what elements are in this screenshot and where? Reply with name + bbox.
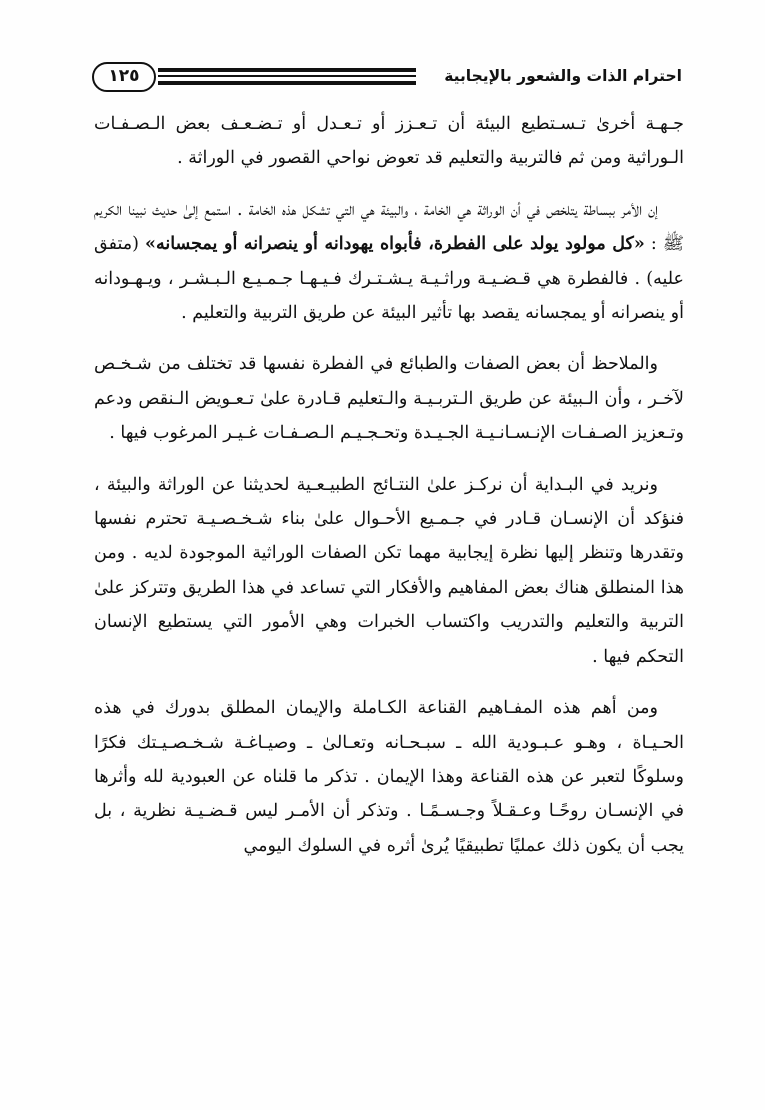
running-title: احترام الذات والشعور بالإيجابية (444, 67, 682, 85)
paragraph (94, 691, 684, 863)
paragraph-text: إن الأمر ببساطة يتلخص في أن الوراثة هي الخامة ، والبيئة هي التي تشكل هذه الخامة . استمع إلىٰ حديث نبينا الكريم ﷺ : (94, 199, 684, 255)
paragraph (94, 193, 684, 331)
paragraph (94, 468, 684, 674)
paragraph-text: (متفق عليه) . فالفطرة هي قـضـيـة وراثـيـة يـشـتـرك فـيـهـا جـمـيـع الـبـشـر ، ويـهـودانه أو ينصرانه أو يمجسانه يقصد بها تأثير البيئة عن طريق التربية والتعليم . (94, 234, 684, 324)
page-number: ١٢٥ (92, 62, 156, 92)
header-rule (158, 75, 416, 77)
paragraph-text: جـهـة أخرىٰ تـسـتطيع البيئة أن تـعـزز أو تـعـدل أو تـضـعـف بعض الـصـفـات الـوراثية ومن ثم فالتربية والتعليم قد تعوض نواحي القصور في الوراثة . (94, 114, 684, 169)
paragraph-text: والملاحظ أن بعض الصفات والطبائع في الفطرة نفسها قد تختلف من شـخـص لآخـر ، وأن الـبيئة عن طريق الـتربـيـة والـتعليم قـادرة علىٰ تـعـويض الـنقص ودعم وتـعزيز الصـفـات الإنـسـانـيـة الجـيـدة وتحـجـيـم الـصـفـات غـيـر المرغوب فيها . (94, 354, 684, 444)
running-header (92, 62, 682, 96)
paragraph (94, 107, 684, 176)
header-rule (158, 68, 416, 72)
header-rule (158, 81, 416, 85)
paragraph (94, 347, 684, 450)
paragraph-text: ونريد في البـداية أن نركـز علىٰ النتـائج الطبيـعـية لحديثنا عن الوراثة والبيئة ، فنؤكد أن الإنسـان قـادر في جـمـيع الأحـوال علىٰ بناء شـخـصـيـة تحترم نفسها وتقدرها وتنظر إليها نظرة إيجابية مهما تكن الصفات الوراثية الموجودة لديه . ومن هذا المنطلق هناك بعض المفاهيم والأفكار التي تساعد في هذا الطريق وتتركز علىٰ التربية والتعليم والتدريب واكتساب الخبرات وهي الأمور التي يستطيع الإنسان التحكم فيها . (94, 474, 684, 667)
body-text (94, 107, 684, 880)
paragraph-text: ومن أهم هذه المفـاهيم القناعة الكـاملة والإيمان المطلق بدورك في هذه الحـيـاة ، وهـو عـبـودية الله ـ سبـحـانه وتعـالىٰ ـ وصيـاغـة شـخـصـيـتك فكرًا وسلوكًا لتعبر عن هذه القناعة وهذا الإيمان . تذكر ما قلناه عن العبودية لله وأثرها في الإنسـان روحًـا وعـقـلاً وجـسـمًـا . وتذكر أن الأمـر ليس قـضـيـة نظرية ، بل يجب أن يكون ذلك عمليًا تطبيقيًا يُرىٰ أثره في السلوك اليومي (94, 698, 684, 856)
hadith-quote: «كل مولود يولد على الفطرة، فأبواه يهودانه أو ينصرانه أو يمجسانه» (145, 234, 645, 255)
